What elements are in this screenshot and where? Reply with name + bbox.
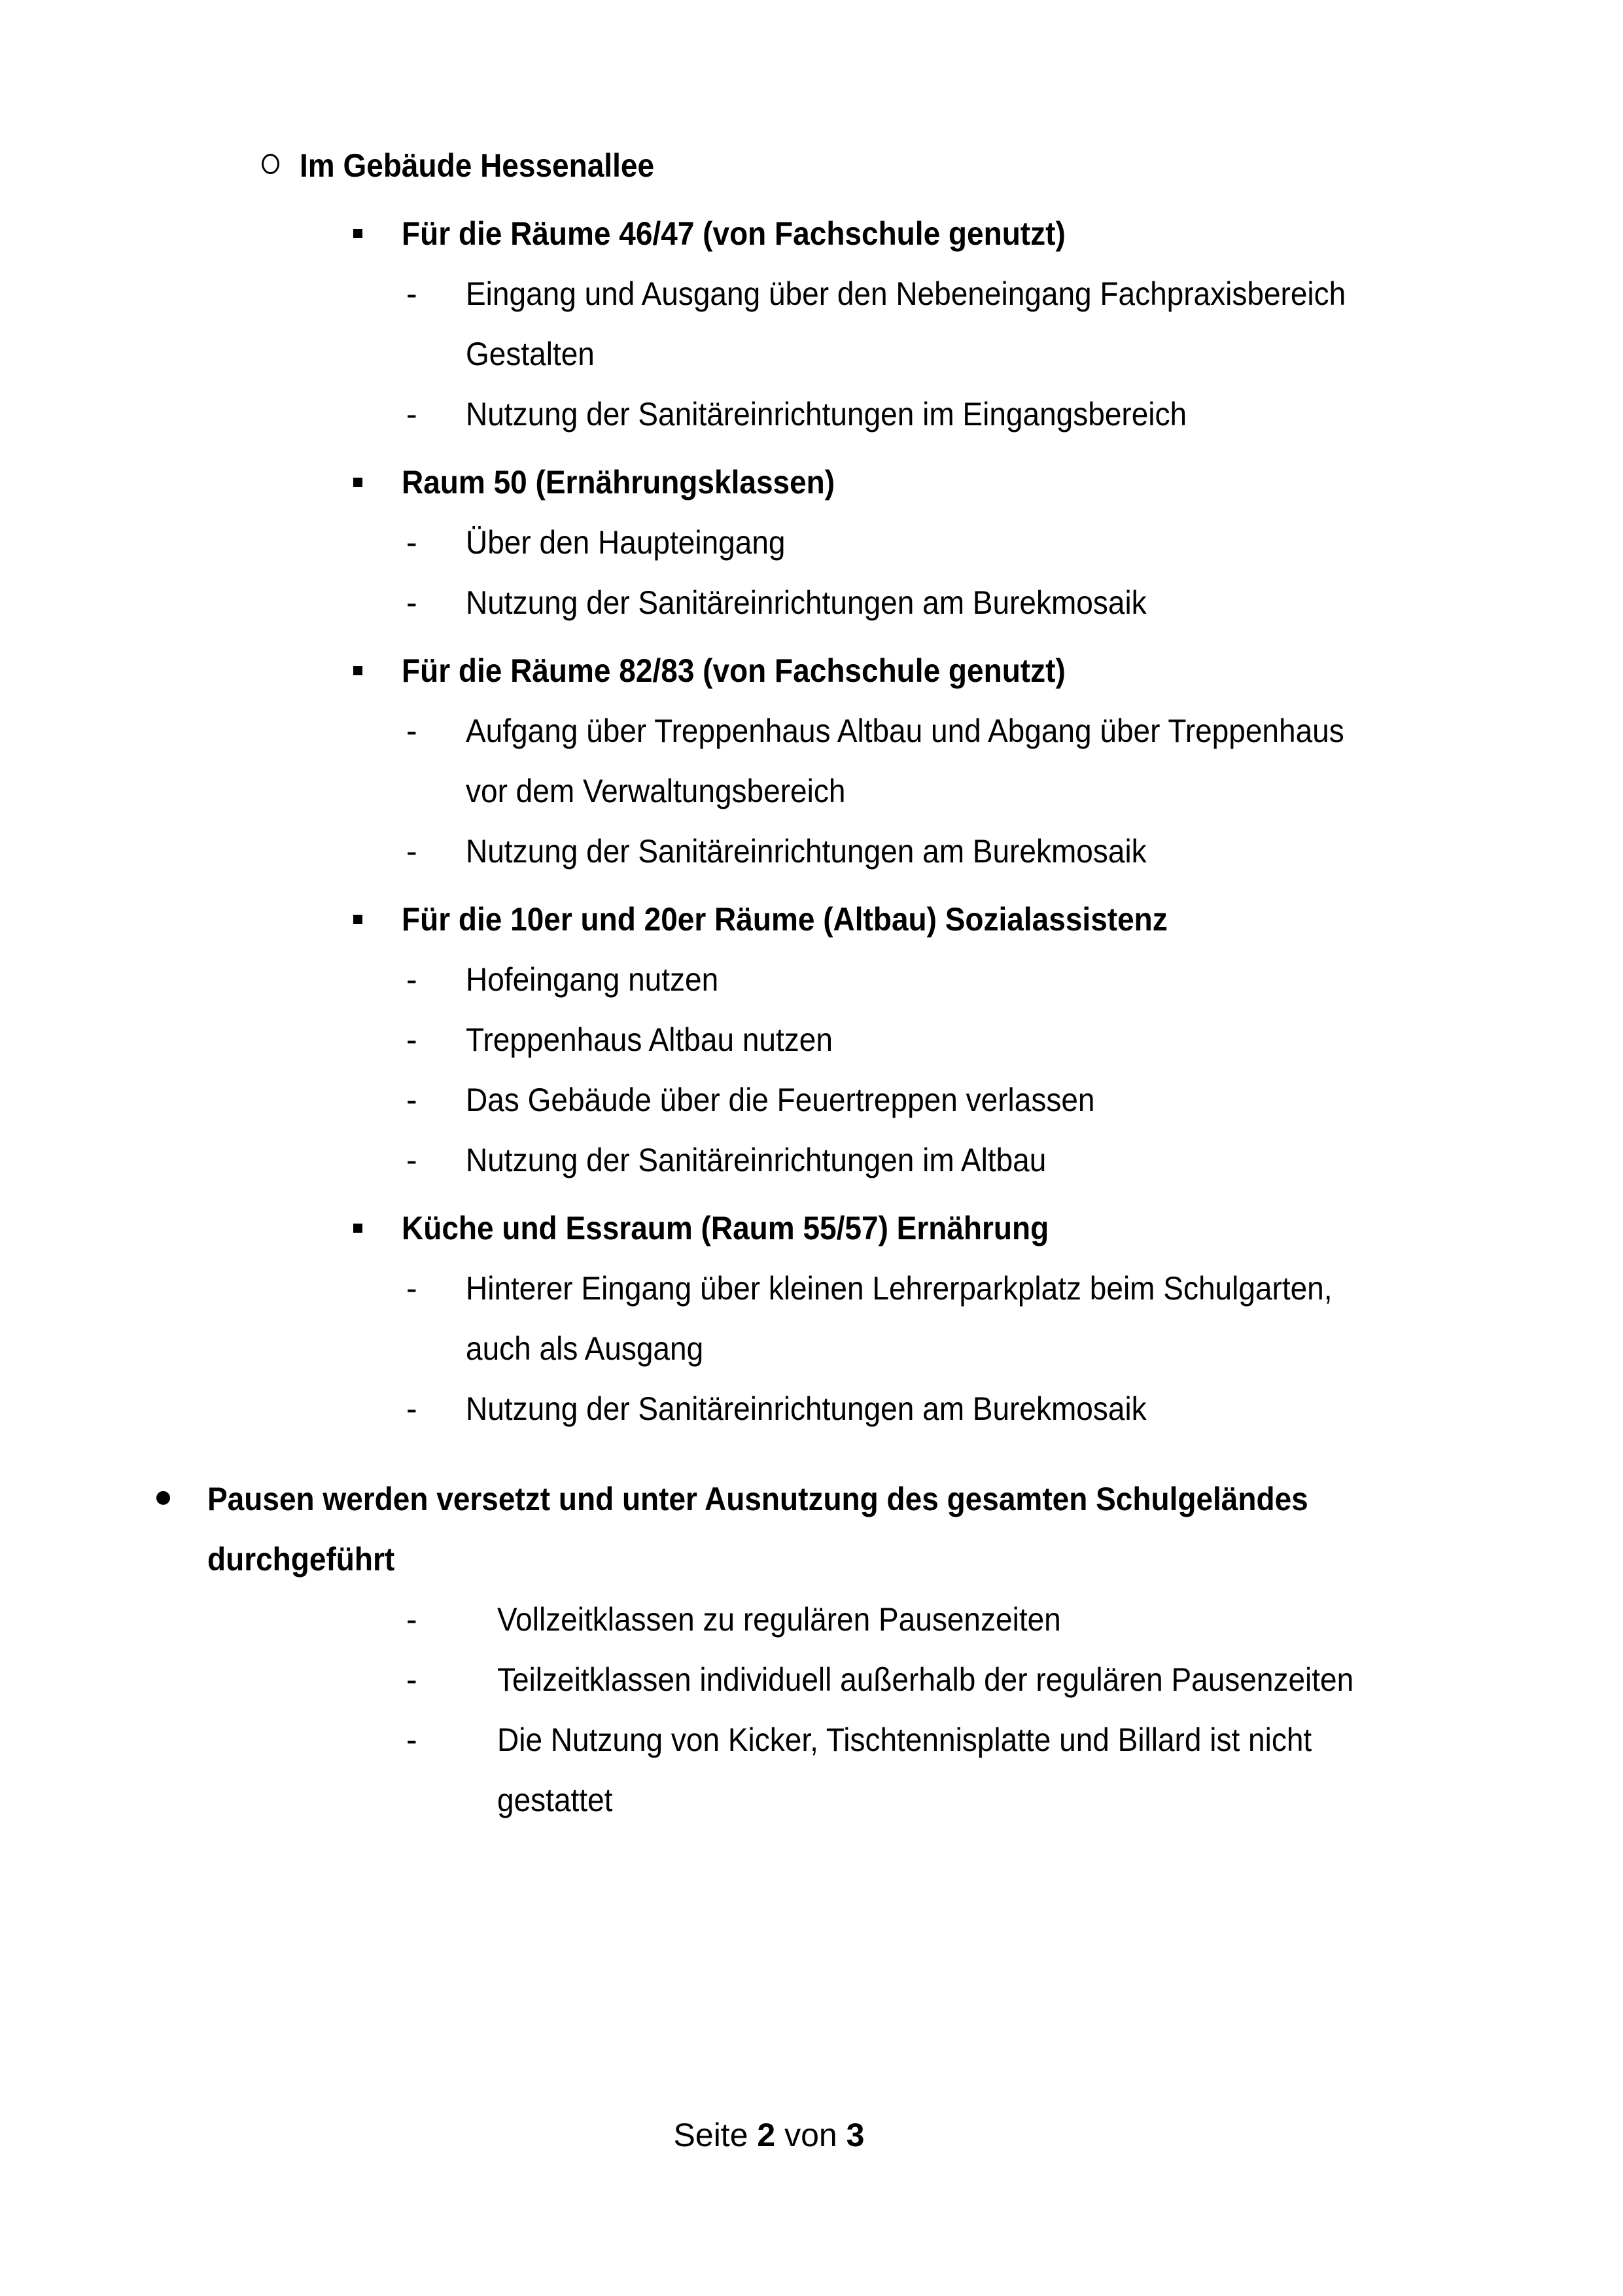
list-item-text: Die Nutzung von Kicker, Tischtennisplatte und Billard ist nicht xyxy=(497,1722,1312,1758)
list-item-text: vor dem Verwaltungsbereich xyxy=(466,773,846,809)
list-item-text: Das Gebäude über die Feuertreppen verlassen xyxy=(466,1082,1095,1118)
page-footer xyxy=(0,2105,1538,2165)
list-item-text: Treppenhaus Altbau nutzen xyxy=(466,1021,833,1058)
list-item-text: Nutzung der Sanitäreinrichtungen im Eingangsbereich xyxy=(466,396,1187,433)
list-item-line xyxy=(0,821,1623,881)
dash-bullet: - xyxy=(406,1390,417,1427)
square-bullet-icon xyxy=(353,666,362,675)
list-item-line xyxy=(0,1650,1623,1710)
list-heading-line xyxy=(0,1529,1623,1589)
list-item-line xyxy=(0,1258,1623,1318)
list-item-text: Für die Räume 46/47 (von Fachschule genutzt) xyxy=(402,215,1066,252)
list-item-line xyxy=(0,1130,1623,1190)
list-item-line xyxy=(0,1589,1623,1650)
document-body xyxy=(0,135,1623,1830)
dash-bullet: - xyxy=(406,584,417,621)
list-item-text: Im Gebäude Hessenallee xyxy=(300,147,655,184)
list-item-text: Über den Haupteingang xyxy=(466,524,786,561)
dash-bullet: - xyxy=(406,396,417,433)
list-item-text: durchgeführt xyxy=(207,1541,395,1578)
list-item-line xyxy=(0,701,1623,761)
square-bullet-icon xyxy=(353,229,362,238)
list-item-text: Für die 10er und 20er Räume (Altbau) Sozialassistenz xyxy=(402,901,1168,938)
dash-bullet: - xyxy=(406,1601,417,1638)
dash-bullet: - xyxy=(406,833,417,870)
list-item-text: Nutzung der Sanitäreinrichtungen im Altbau xyxy=(466,1142,1047,1178)
list-item-text: Gestalten xyxy=(466,336,595,372)
list-heading-line xyxy=(0,135,1623,196)
list-item-line xyxy=(0,264,1623,324)
square-bullet-icon xyxy=(353,915,362,924)
list-item-text: Pausen werden versetzt und unter Ausnutzung des gesamten Schulgeländes xyxy=(207,1481,1308,1517)
list-heading-line xyxy=(0,889,1623,949)
dash-bullet: - xyxy=(406,524,417,561)
list-item-text: Für die Räume 82/83 (von Fachschule genutzt) xyxy=(402,652,1066,689)
list-item-text: Küche und Essraum (Raum 55/57) Ernährung xyxy=(402,1210,1049,1246)
list-item-text: Aufgang über Treppenhaus Altbau und Abgang über Treppenhaus xyxy=(466,713,1344,749)
list-heading-line xyxy=(0,1469,1623,1529)
list-heading-line xyxy=(0,452,1623,512)
list-item-text: Hofeingang nutzen xyxy=(466,961,719,998)
dash-bullet: - xyxy=(406,1270,417,1307)
dash-bullet: - xyxy=(406,1722,417,1758)
list-item-text: Nutzung der Sanitäreinrichtungen am Burekmosaik xyxy=(466,584,1147,621)
dash-bullet: - xyxy=(406,1661,417,1698)
list-item-text: Eingang und Ausgang über den Nebeneingang Fachpraxisbereich xyxy=(466,275,1346,312)
footer-conjunction: von xyxy=(784,2117,837,2153)
dash-bullet: - xyxy=(406,275,417,312)
list-item-line xyxy=(0,1770,1623,1830)
list-item-line xyxy=(0,1379,1623,1439)
footer-page-number: 2 xyxy=(757,2117,776,2153)
list-item-line xyxy=(0,949,1623,1010)
list-item-line xyxy=(0,324,1623,384)
dash-bullet: - xyxy=(406,961,417,998)
list-item-line xyxy=(0,1010,1623,1070)
dash-bullet: - xyxy=(406,1082,417,1118)
dash-bullet: - xyxy=(406,713,417,749)
list-item-text: Teilzeitklassen individuell außerhalb der regulären Pausenzeiten xyxy=(497,1661,1354,1698)
square-bullet-icon xyxy=(353,478,362,487)
list-item-text: Nutzung der Sanitäreinrichtungen am Burekmosaik xyxy=(466,833,1147,870)
list-item-text: Hinterer Eingang über kleinen Lehrerparkplatz beim Schulgarten, xyxy=(466,1270,1333,1307)
list-item-line xyxy=(0,512,1623,573)
list-item-line xyxy=(0,384,1623,444)
dash-bullet: - xyxy=(406,1021,417,1058)
list-item-text: Vollzeitklassen zu regulären Pausenzeiten xyxy=(497,1601,1061,1638)
footer-label: Seite xyxy=(673,2117,748,2153)
list-heading-line xyxy=(0,203,1623,264)
circle-bullet-icon xyxy=(262,154,279,174)
list-item-text: auch als Ausgang xyxy=(466,1330,704,1367)
square-bullet-icon xyxy=(353,1224,362,1233)
footer-total-pages: 3 xyxy=(846,2117,865,2153)
list-item-line xyxy=(0,1070,1623,1130)
list-item-text: Nutzung der Sanitäreinrichtungen am Burekmosaik xyxy=(466,1390,1147,1427)
list-item-text: gestattet xyxy=(497,1782,613,1818)
disc-bullet-icon xyxy=(156,1491,170,1505)
list-heading-line xyxy=(0,641,1623,701)
list-item-line xyxy=(0,1318,1623,1379)
list-item-line xyxy=(0,573,1623,633)
list-item-text: Raum 50 (Ernährungsklassen) xyxy=(402,464,835,501)
list-item-line xyxy=(0,761,1623,821)
list-item-line xyxy=(0,1710,1623,1770)
dash-bullet: - xyxy=(406,1142,417,1178)
list-heading-line xyxy=(0,1198,1623,1258)
